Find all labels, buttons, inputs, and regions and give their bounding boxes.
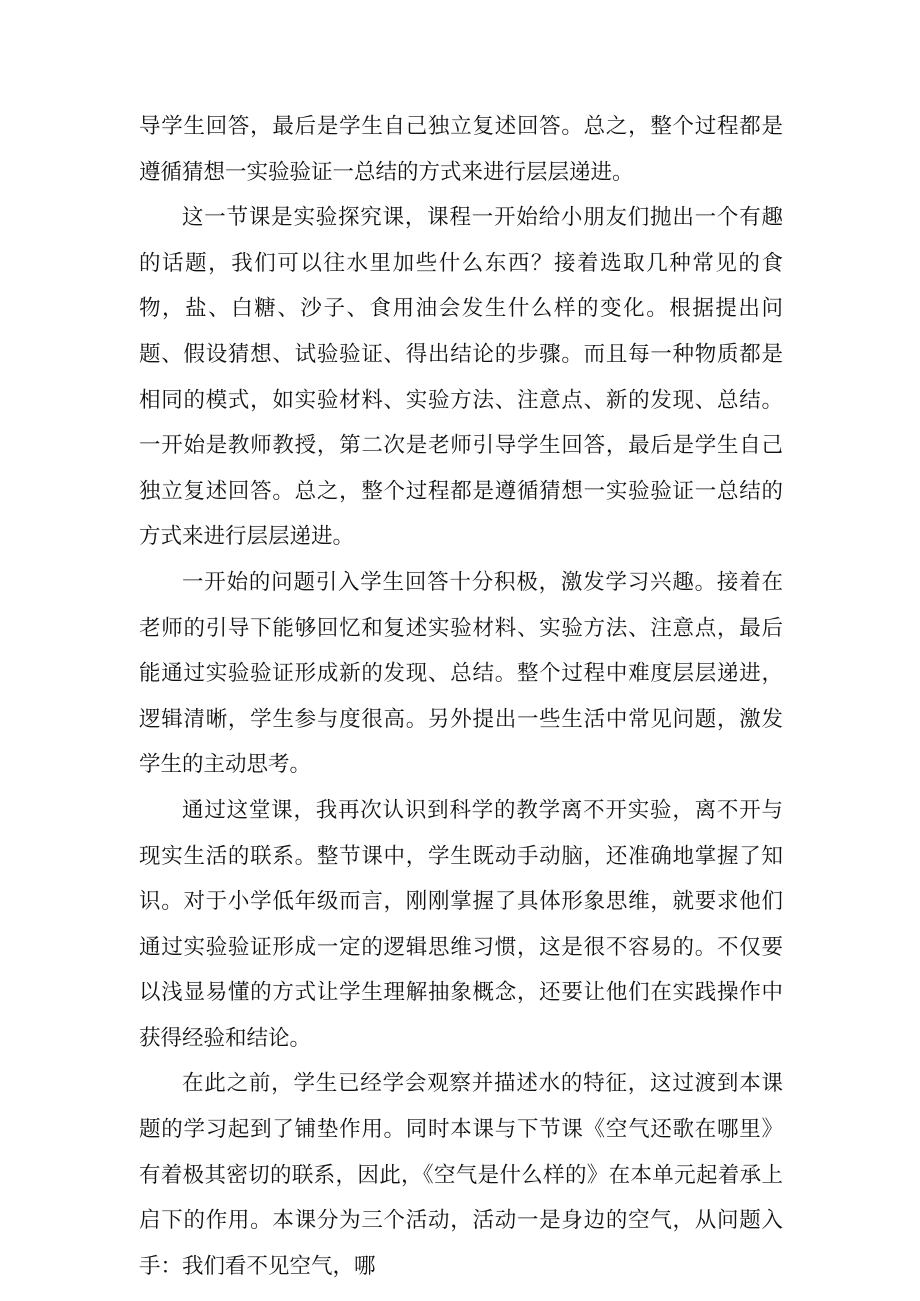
paragraph-continued: 导学生回答，最后是学生自己独立复述回答。总之，整个过程都是遵循猜想一实验验证一总结的方式来进行层层递进。 [139, 114, 783, 185]
paragraph: 在此之前，学生已经学会观察并描述水的特征，这过渡到本课题的学习起到了铺垫作用。同时本课与下节课《空气还歌在哪里》有着极其密切的联系，因此，《空气是什么样的》在本单元起着承上启下的作用。本课分为三个活动，活动一是身边的空气，从问题入手：我们看不见空气，哪 [139, 1071, 783, 1279]
paragraph: 这一节课是实验探究课，课程一开始给小朋友们抛出一个有趣的话题，我们可以往水里加些什么东西？接着选取几种常见的食物，盐、白糖、沙子、食用油会发生什么样的变化。根据提出问题、假设猜想、试验验证、得出结论的步骤。而且每一种物质都是相同的模式，如实验材料、实验方法、注意点、新的发现、总结。一开始是教师教授，第二次是老师引导学生回答，最后是学生自己独立复述回答。总之，整个过程都是遵循猜想一实验验证一总结的方式来进行层层递进。 [139, 205, 783, 550]
paragraph: 一开始的问题引入学生回答十分积极，激发学习兴趣。接着在老师的引导下能够回忆和复述实验材料、实验方法、注意点，最后能通过实验验证形成新的发现、总结。整个过程中难度层层递进，逻辑清晰，学生参与度很高。另外提出一些生活中常见问题，激发学生的主动思考。 [139, 569, 783, 778]
paragraph: 通过这堂课，我再次认识到科学的教学离不开实验，离不开与现实生活的联系。整节课中，学生既动手动脑，还准确地掌握了知识。对于小学低年级而言，刚刚掌握了具体形象思维，就要求他们通过实验验证形成一定的逻辑思维习惯，这是很不容易的。不仅要以浅显易懂的方式让学生理解抽象概念，还要让他们在实践操作中获得经验和结论。 [139, 797, 783, 1051]
document-body [139, 104, 783, 1289]
